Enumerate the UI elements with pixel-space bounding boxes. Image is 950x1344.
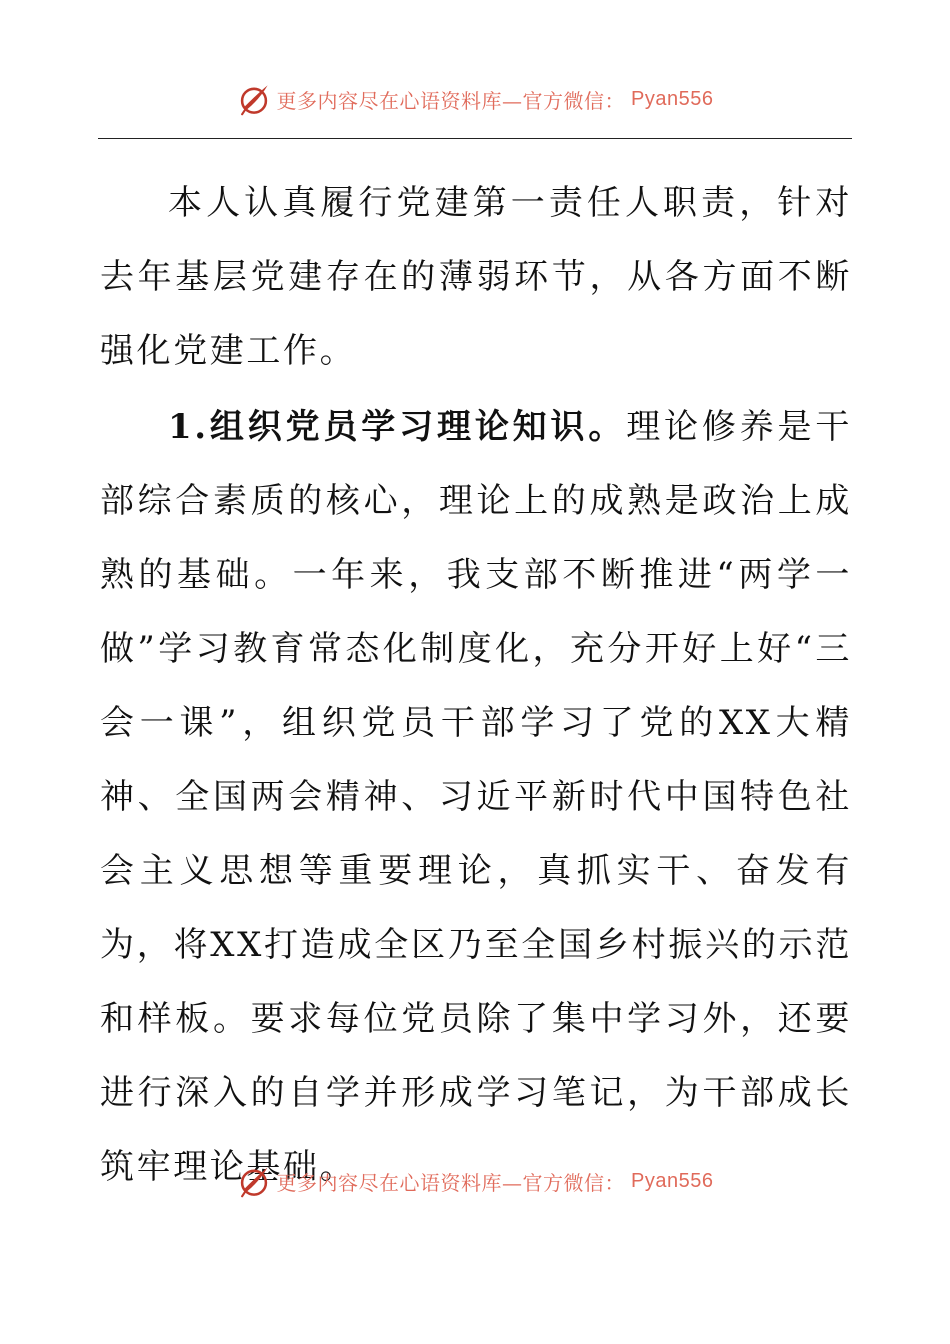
quill-logo-icon <box>237 82 271 116</box>
watermark-text: 更多内容尽在心语资料库—官方微信： <box>276 1170 626 1195</box>
watermark-handle: Pyan556 <box>631 87 714 110</box>
paragraph-section-1 <box>100 390 852 1204</box>
header-divider <box>98 138 852 139</box>
paragraph-text: 理论修养是干部综合素质的核心，理论上的成熟是政治上成熟的基础。一年来，我支部不断推进“两学一做”学习教育常态化制度化，充分开好上好“三会一课”，组织党员干部学习了党的XX大精神、全国两会精神、习近平新时代中国特色社会主义思想等重要理论，真抓实干、奋发有为，将XX打造成全区乃至全国乡村振兴的示范和样板。要求每位党员除了集中学习外，还要进行深入的自学并形成学习笔记，为干部成长筑牢理论基础。 <box>100 407 852 1187</box>
footer-watermark-inner <box>237 1164 714 1198</box>
section-heading: 1.组织党员学习理论知识。 <box>168 407 627 447</box>
watermark-handle: Pyan556 <box>631 1169 714 1192</box>
document-body <box>100 166 852 1204</box>
paragraph-intro <box>100 166 852 388</box>
footer-watermark <box>0 1164 950 1198</box>
quill-logo-icon <box>237 1164 271 1198</box>
watermark-text: 更多内容尽在心语资料库—官方微信： <box>276 88 626 113</box>
header-watermark-inner <box>237 82 714 116</box>
header-watermark <box>0 82 950 116</box>
paragraph-text: 本人认真履行党建第一责任人职责，针对去年基层党建存在的薄弱环节，从各方面不断强化党建工作。 <box>100 183 852 371</box>
